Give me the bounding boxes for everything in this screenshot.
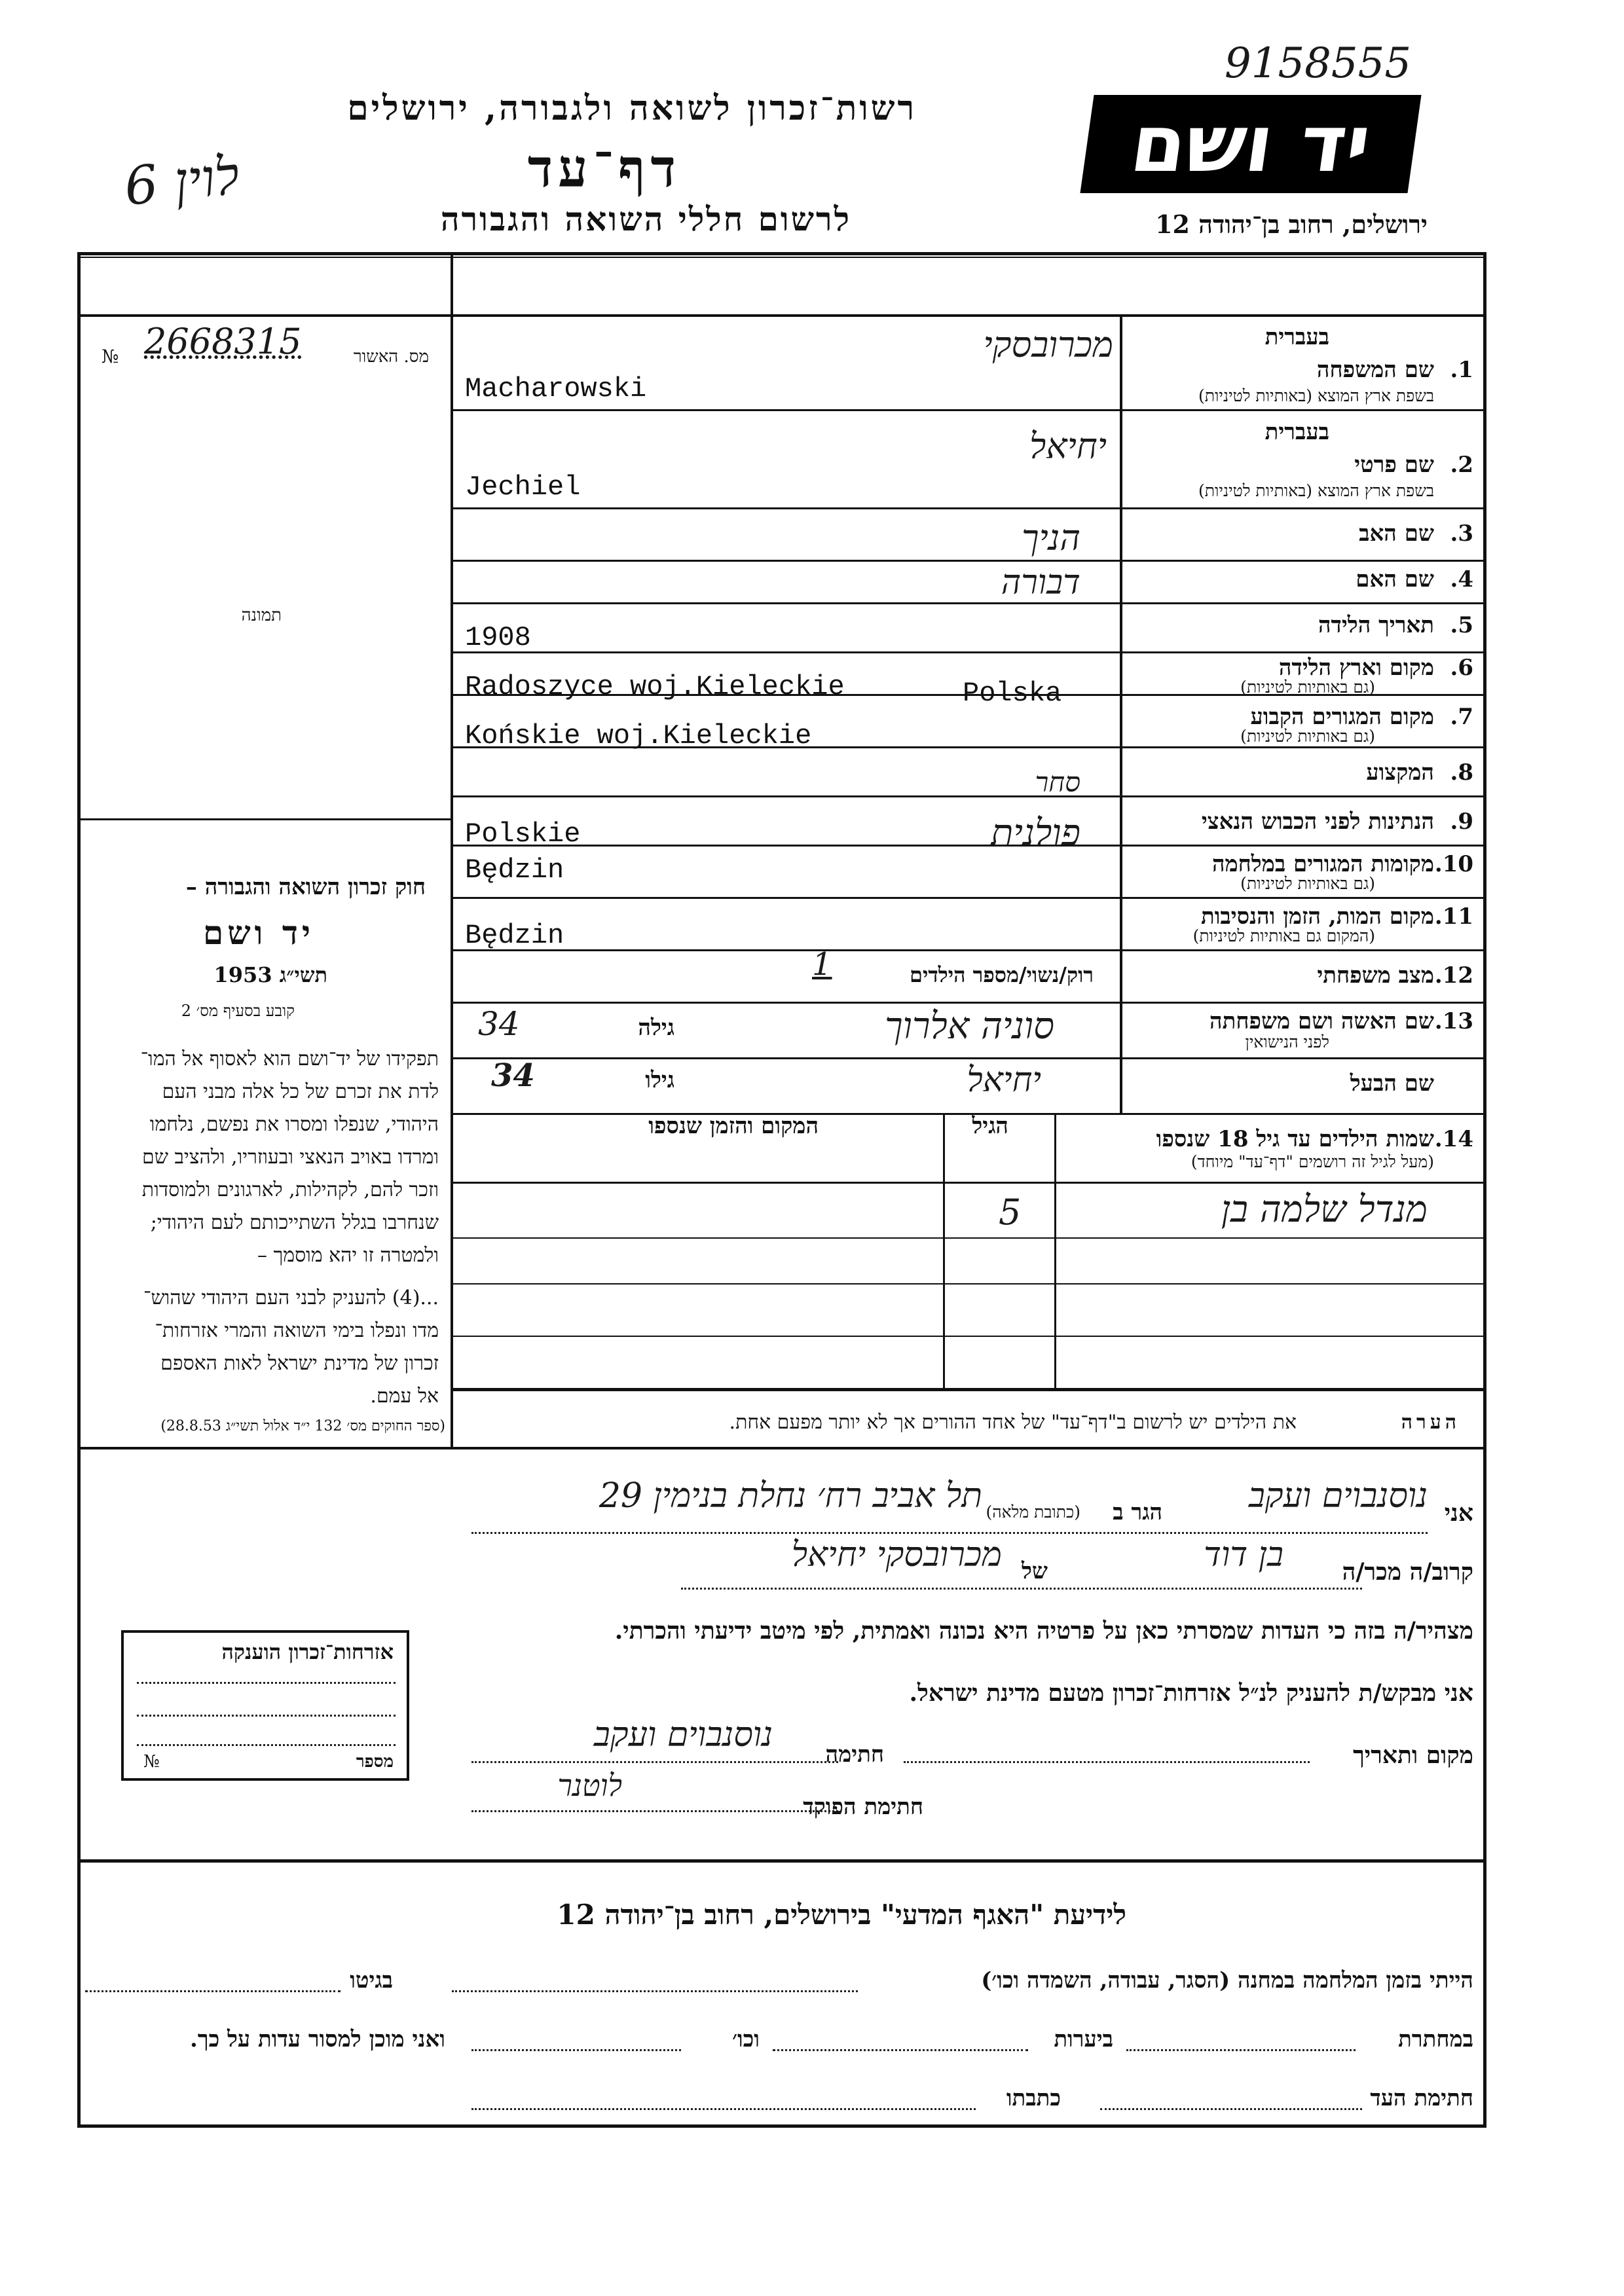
f7-sublabel: (גם באותיות לטיניות) <box>1240 727 1375 746</box>
law-text-2: לדת את זכרם של כל אלה מבני העם <box>162 1080 439 1103</box>
law-text-8: ...(4) להעניק לבני העם היהודי שהוש־ <box>143 1286 439 1309</box>
f10-value: Będzin <box>465 854 564 886</box>
f1-hebrew-value: מכרובסקי <box>983 324 1113 365</box>
declaration-address-value: תל אביב רח׳ נחלת בנימין 29 <box>599 1476 982 1516</box>
f7-label: מקום המגורים הקבוע <box>1250 704 1434 730</box>
f11-value: Będzin <box>465 920 564 951</box>
footer-etc-label: וכו׳ <box>732 2026 760 2052</box>
f9-hebrew-value: פולנית <box>991 812 1080 854</box>
yad-vashem-logo <box>1080 95 1421 193</box>
law-text-9: מדו ונפלו בימי השואה והמרי אזרחות־ <box>155 1319 439 1342</box>
husband-age-label: גילו <box>645 1067 674 1093</box>
declaration-resides-label: הגר ב <box>1113 1499 1162 1525</box>
f4-label: שם האם <box>1356 566 1434 592</box>
declaration-of-label: של <box>1022 1558 1048 1584</box>
f1-number: 1. <box>1450 357 1473 383</box>
authority-title: רשות־זכרון לשואה ולגבורה, ירושלים <box>347 88 917 128</box>
approval-label: מס. האשור <box>353 347 429 367</box>
f10-number: 10. <box>1434 851 1473 877</box>
photo-label: תמונה <box>241 606 282 625</box>
f13-age-label: גילה <box>638 1015 674 1041</box>
f10-sublabel: (גם באותיות לטיניות) <box>1240 874 1375 893</box>
f2-hebrew-value: יחיאל <box>1029 426 1107 467</box>
f1-label: שם המשפחה <box>1316 357 1434 383</box>
officer-signature-label: חתימת הפוקד <box>803 1794 923 1820</box>
f12-children-count: 1 <box>812 946 832 983</box>
f2-sublabel: בשפת ארץ המוצא (באותיות לטיניות) <box>1198 481 1434 500</box>
f8-value: סחר <box>1035 766 1080 798</box>
footer-testimony-label: ואני מוכן למסור עדות על כך. <box>190 2026 445 2052</box>
law-text-10: זכרון של מדינת ישראל לאות האספם <box>160 1352 439 1375</box>
child-1-name: מנדל שלמה בן <box>1221 1188 1428 1231</box>
declaration-i-label: אני <box>1444 1499 1473 1527</box>
signature-label: חתימה <box>825 1741 884 1768</box>
f13-number: 13. <box>1434 1008 1473 1034</box>
declaration-request: אני מבקש/ת להעניק לנ״ל אזרחות־זכרון מטעם מדינת ישראל. <box>909 1679 1473 1707</box>
place-date-label: מקום ותאריך <box>1353 1741 1473 1769</box>
footer-ghetto-label: בגיטו <box>350 1967 393 1994</box>
f2-latin-value: Jechiel <box>465 471 581 503</box>
memorial-box-title: אזרחות־זכרון הוענקה <box>221 1639 394 1664</box>
declaration-of-value: מכרובסקי יחיאל <box>791 1535 1002 1575</box>
law-text-6: שנחרבו בגלל השתייכותם לעם היהודי; <box>150 1211 439 1234</box>
f4-value: דבורה <box>1001 563 1080 602</box>
declaration-statement: מצהיר/ה בזה כי העדות שמסרתי כאן על פרטיה היא נכונה ואמתית, לפי מיטב ידיעתי והכרתי. <box>614 1617 1473 1645</box>
footer-witness-signature-label: חתימת העד <box>1370 2085 1473 2111</box>
approval-number: 2668315 <box>144 321 302 362</box>
law-text-4: ומרדו באויב הנאצי ובעוזריו, ולהציב שם <box>142 1146 439 1169</box>
declaration-i-value: נוסנבוים ועקב <box>1248 1476 1428 1516</box>
footer-title: לידיעת "האגף המדעי" בירושלים, רחוב בן־יהודה 12 <box>557 1899 1126 1931</box>
children-sublabel: (מעל לגיל זה רושמים "דף־עד" מיוחד) <box>1190 1152 1434 1171</box>
children-number: 14. <box>1434 1126 1473 1152</box>
f12-label: מצב משפחתי <box>1317 962 1434 989</box>
memorial-citizenship-box <box>121 1630 409 1781</box>
law-text-1: תפקידו של יד־ושם הוא לאסוף אל המו־ <box>140 1048 439 1070</box>
f13-age: 34 <box>478 1005 520 1043</box>
address: ירושלים, רחוב בן־יהודה 12 <box>1155 210 1428 239</box>
f6-number: 6. <box>1450 655 1473 681</box>
remark-label: הערה <box>1401 1411 1460 1434</box>
child-1-age: 5 <box>999 1192 1022 1233</box>
f7-value: Końskie woj.Kieleckie <box>465 720 812 752</box>
form-subtitle: לרשום חללי השואה והגבורה <box>440 200 851 238</box>
officer-signature-value: לוטנר <box>557 1768 622 1803</box>
f8-number: 8. <box>1450 759 1473 786</box>
f6-label: מקום וארץ הלידה <box>1278 655 1434 681</box>
declaration-relative-label: קרוב/ה מכר/ה <box>1342 1558 1473 1586</box>
declaration-relation-value: בן דוד <box>1204 1535 1283 1575</box>
f11-label: מקום המות, הזמן והנסיבות <box>1200 903 1434 930</box>
law-text-11: אל עמם. <box>370 1385 439 1408</box>
f9-label: הנתינות לפני הכבוש הנאצי <box>1201 809 1434 835</box>
law-text-7: ולמטרה זו יהא מוסמך – <box>257 1244 439 1267</box>
declaration-address-hint: (כתובת מלאה) <box>986 1503 1080 1522</box>
f7-number: 7. <box>1450 704 1473 730</box>
footer-address-label: כתבתו <box>1006 2085 1061 2111</box>
remark-text: את הילדים יש לרשום ב"דף־עד" של אחד ההורים אך לא יותר מפעם אחת. <box>729 1411 1297 1434</box>
footer-camp-label: הייתי בזמן המלחמה במחנה (הסגר, עבודה, השמדה וכו׳) <box>981 1967 1473 1994</box>
children-age-header: הגיל <box>972 1113 1008 1139</box>
law-title: חוק זכרון השואה והגבורה – <box>185 874 426 900</box>
f4-number: 4. <box>1450 566 1473 592</box>
f6-value: Radoszyce woj.Kieleckie <box>465 671 845 702</box>
f5-value: 1908 <box>465 622 531 653</box>
f1-latin-value: Macharowski <box>465 373 647 405</box>
f1-sublabel: בשפת ארץ המוצא (באותיות לטיניות) <box>1198 386 1434 405</box>
law-clause: קובע בסעיף מס׳ 2 <box>181 1002 295 1020</box>
f6-sublabel: (גם באותיות לטיניות) <box>1240 678 1375 697</box>
law-source: (ספר החוקים מס׳ 132 י״ד אלול תשי״ג 28.8.53) <box>160 1418 445 1434</box>
f13-sublabel: לפני הנישואין <box>1245 1032 1329 1051</box>
f1-hebrew-label: בעברית <box>1264 324 1329 350</box>
f3-label: שם האב <box>1359 520 1434 547</box>
top-handwritten-number: 9158555 <box>1225 39 1412 88</box>
f12-options: רוק/נשוי/מספר הילדים <box>910 962 1094 987</box>
f5-label: תאריך הלידה <box>1318 612 1434 638</box>
f11-sublabel: (המקום גם באותיות לטיניות) <box>1192 926 1375 945</box>
f8-label: המקצוע <box>1366 759 1434 786</box>
f2-hebrew-label: בעברית <box>1264 419 1329 445</box>
husband-label: שם הבעל <box>1350 1070 1434 1097</box>
f6-country: Polska <box>963 678 1062 709</box>
f12-number: 12. <box>1434 962 1473 989</box>
f2-label: שם פרטי <box>1354 452 1434 478</box>
signature-value: נוסנבוים ועקב <box>593 1715 773 1755</box>
children-label: שמות הילדים עד גיל 18 שנספו <box>1156 1126 1434 1152</box>
approval-no-symbol: № <box>101 346 119 367</box>
law-text-3: היהודי, שנפלו ומסרו את נפשם, נלחמו <box>149 1113 439 1136</box>
footer-forests-label: ביערות <box>1054 2026 1113 2052</box>
law-name: יד ושם <box>203 913 314 952</box>
husband-value: יחיאל <box>967 1061 1041 1100</box>
form-title: דף־עד <box>527 137 681 199</box>
f3-value: הניך <box>1022 517 1080 558</box>
f13-value: סוניה אלרוך <box>885 1005 1054 1048</box>
f9-value: Polskie <box>465 818 581 850</box>
f9-number: 9. <box>1450 809 1473 835</box>
law-text-5: וזכר להם, לקהילות, לארגונים ולמוסדות <box>141 1178 439 1201</box>
children-place-header: המקום והזמן שנספו <box>648 1113 819 1139</box>
husband-age: 34 <box>491 1057 535 1094</box>
f2-number: 2. <box>1450 452 1473 478</box>
law-year: תשי״ג 1953 <box>213 962 327 987</box>
f13-label: שם האשה ושם משפחתה <box>1209 1008 1434 1034</box>
logo-text: יד ושם <box>1125 98 1376 190</box>
f5-number: 5. <box>1450 612 1473 638</box>
footer-underground-label: במחתרת <box>1398 2026 1473 2052</box>
f11-number: 11. <box>1434 903 1473 930</box>
memorial-box-no-symbol: № <box>143 1752 160 1772</box>
f10-label: מקומות המגורים במלחמה <box>1211 851 1434 877</box>
f3-number: 3. <box>1450 520 1473 547</box>
memorial-box-number-label: מספר <box>356 1752 394 1772</box>
corner-handwritten-note: 6 לוין <box>121 145 242 217</box>
